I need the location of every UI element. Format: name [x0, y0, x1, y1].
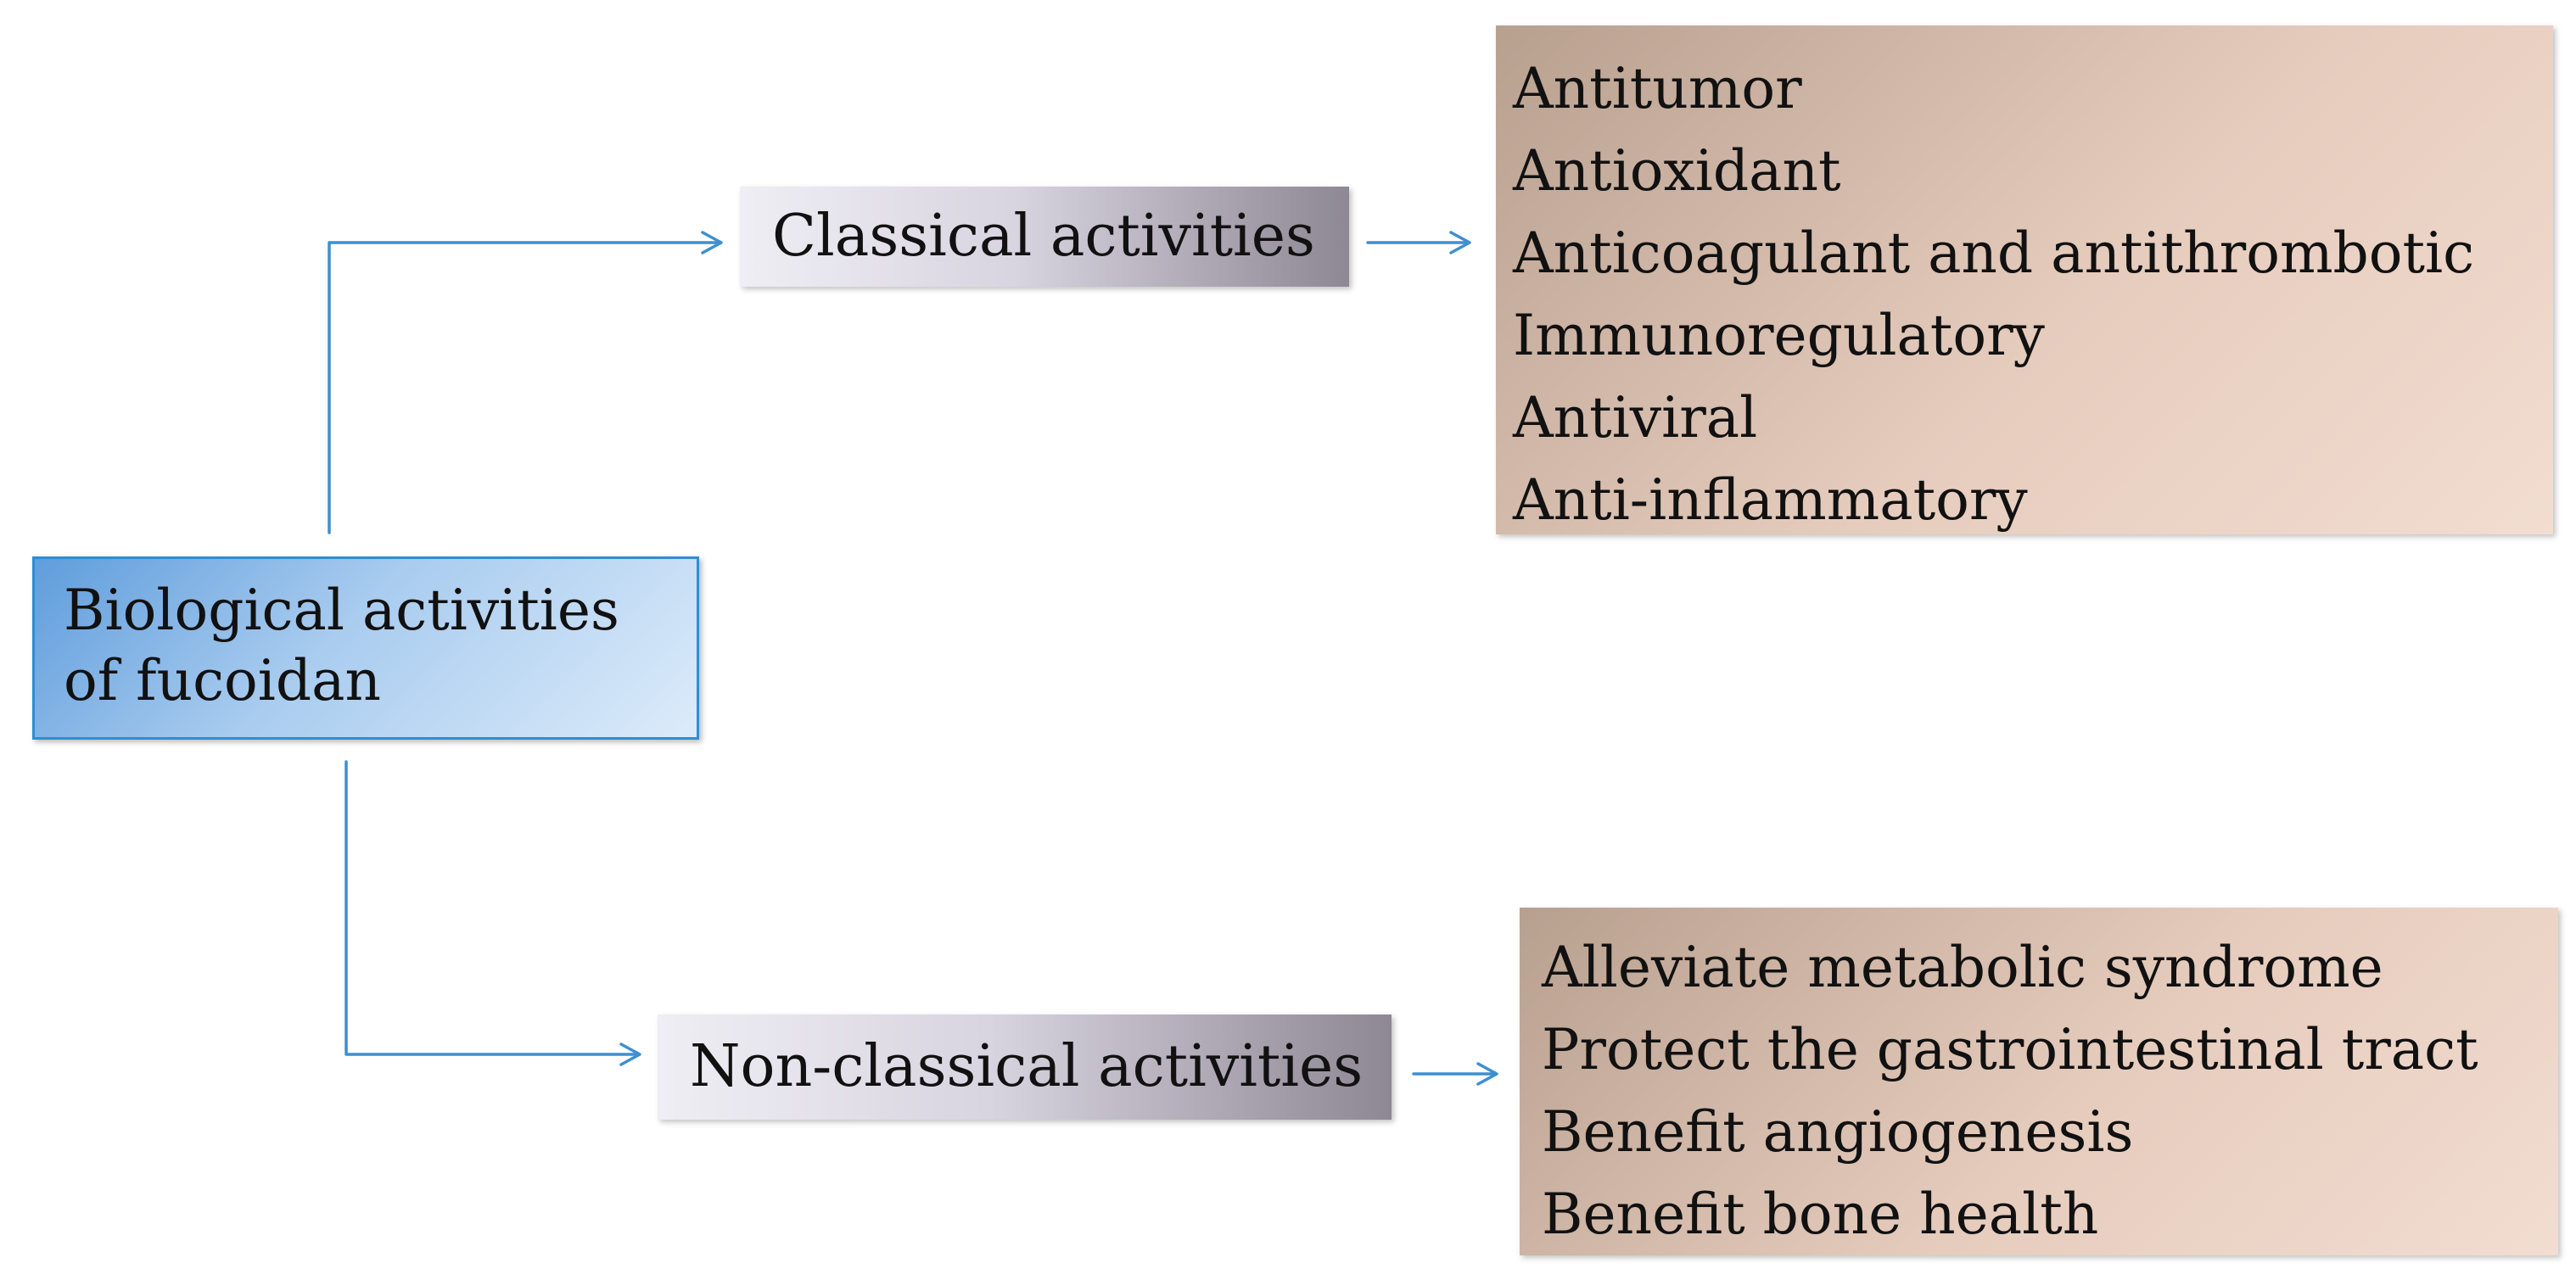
activity-item: Protect the gastrointestinal tract: [1542, 1017, 2478, 1082]
activity-item: Anticoagulant and antithrombotic: [1513, 221, 2475, 286]
activity-item: Antitumor: [1513, 56, 1802, 121]
activity-item: Alleviate metabolic syndrome: [1542, 935, 2383, 1000]
category-classical-label: Classical activities: [772, 203, 1315, 270]
root-label-line1: Biological activities: [64, 578, 619, 643]
root-node: [32, 556, 699, 740]
classical-activities-panel: [1496, 25, 2553, 534]
activity-item: Benefit angiogenesis: [1542, 1099, 2134, 1165]
nonclassical-activities-panel: [1520, 908, 2558, 1255]
activity-item: Anti-inflammatory: [1513, 467, 2028, 533]
activity-item: Immunoregulatory: [1513, 303, 2045, 368]
activity-item: Benefit bone health: [1542, 1182, 2099, 1247]
root-label-line2: of fucoidan: [64, 647, 381, 713]
category-nonclassical-node: [658, 1014, 1392, 1120]
activity-item: Antiviral: [1513, 385, 1758, 450]
connector-root-to-nonclassical: [346, 762, 638, 1054]
connector-root-to-classical: [329, 243, 720, 533]
category-classical-node: [740, 187, 1349, 287]
category-nonclassical-label: Non-classical activities: [690, 1033, 1364, 1100]
activity-item: Antioxidant: [1513, 138, 1841, 204]
